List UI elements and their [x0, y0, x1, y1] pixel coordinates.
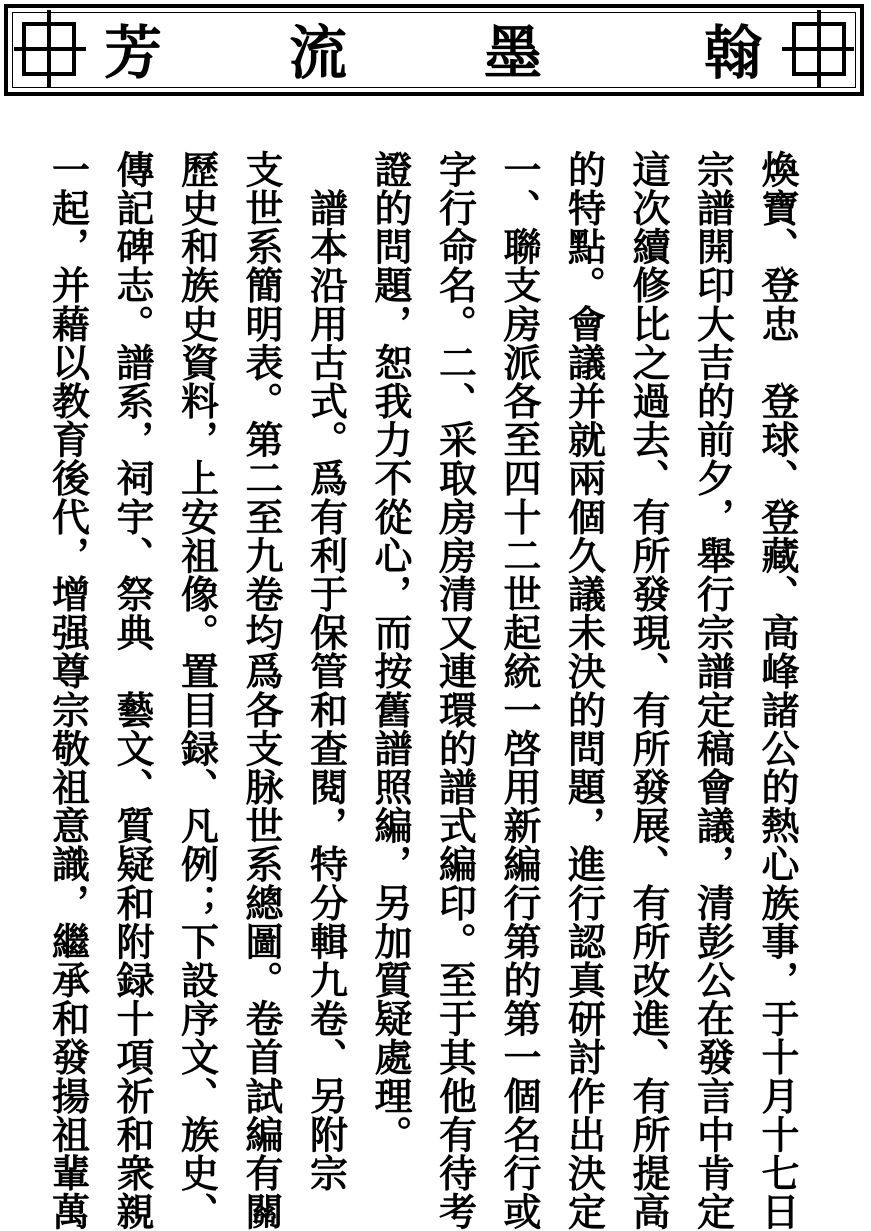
text-column: 歷史和族史資料，上安祖像。置目録、凡例；下設序文、族史、	[174, 150, 220, 1231]
title-banner	[4, 4, 864, 96]
text-column: 譜本沿用古式。爲有利于保管和查閱，特分輯九卷、另附宗	[303, 150, 349, 1193]
title-char-3: 流	[288, 19, 347, 87]
text-column: 宗譜開印大吉的前夕，舉行宗譜定稿會議，清彭公在發言中肯定	[690, 150, 736, 1231]
title-char-4: 芳	[103, 19, 162, 87]
title-char-2: 墨	[483, 19, 542, 87]
fret-ornament-left-icon	[14, 10, 94, 90]
text-column: 的特點。會議并就兩個久議未決的問題，進行認真研討作出決定	[561, 150, 607, 1231]
vertical-text-body	[45, 150, 809, 1231]
title-char-1: 翰	[703, 19, 762, 87]
text-column: 一、聯支房派各至四十二世起統一啓用新編行第的第一個名行或	[497, 150, 542, 1231]
text-column: 這次續修比之過去、有所發現、有所發展、有所改進、有所提高	[626, 150, 671, 1231]
text-column: 傳記碑志。譜系，祠宇、祭典 藝文、質疑和附録十項祈和衆親	[110, 150, 155, 1231]
text-column: 字行命名。二、采取房房清又連環的譜式編印。至于其他有待考	[432, 150, 478, 1231]
text-column: 證的問題，恕我力不從心，而按舊譜照編，另加質疑處理。	[368, 150, 413, 1154]
fret-ornament-right-icon	[774, 10, 854, 90]
text-column: 一起，并藉以教育後代，增强尊宗敬祖意識，繼承和發揚祖輩萬	[45, 150, 91, 1231]
text-column: 支世系簡明表。第二至九卷均爲各支脉世系總圖。卷首試編有關	[239, 150, 284, 1231]
text-column: 煥寶、登忠 登球、登藏、高峰諸公的熱心族事，于十月十七日	[755, 150, 800, 1231]
